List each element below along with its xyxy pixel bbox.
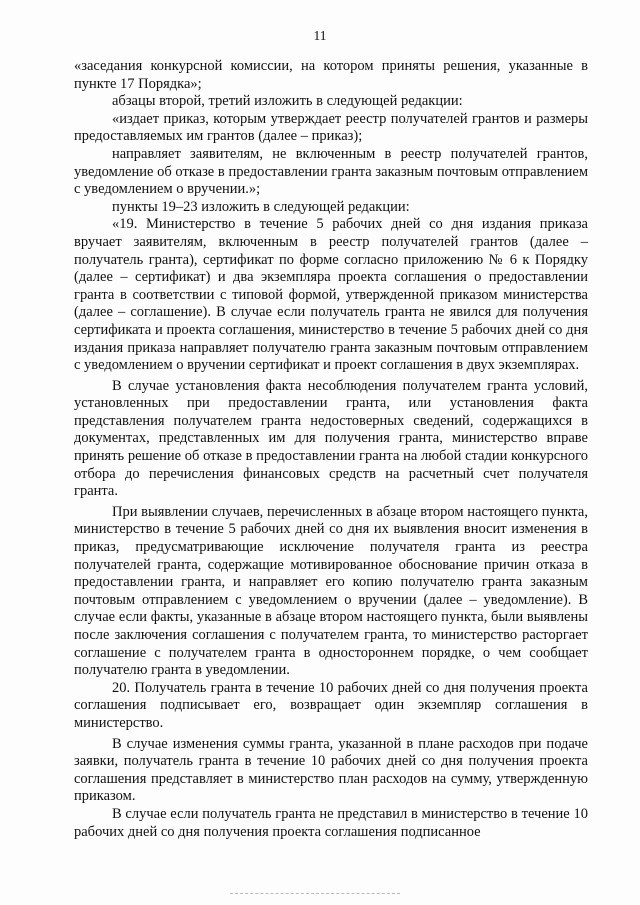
scan-artifact-line	[230, 893, 400, 895]
paragraph: направляет заявителям, не включенным в реестр получателей грантов, уведомление об отказе в предоставлении гранта заказным почтовым отправлением с уведомлением о вручении.»;	[74, 145, 588, 198]
paragraph: «заседания конкурсной комиссии, на котором приняты решения, указанные в пункте 17 Порядка»;	[74, 58, 588, 92]
paragraph: При выявлении случаев, перечисленных в абзаце втором настоящего пункта, министерство в течение 5 рабочих дней со дня их выявления вносит изменения в приказ, предусматривающие исключение получателя гранта из реестра получателей гранта, содержащие мотивированное обоснование причин отказа в предоставлении гранта, и направляет его копию получателю гранта заказным почтовым отправлением с уведомлением о вручении (далее – уведомление). В случае если факты, указанные в абзаце втором настоящего пункта, были выявлены после заключения соглашения с получателем гранта, то министерство расторгает соглашение с получателем гранта в одностороннем порядке, о чем сообщает получателю гранта в уведомлении.	[74, 503, 588, 679]
paragraph: В случае установления факта несоблюдения получателем гранта условий, установленных при предоставлении гранта, или установления факта представления получателем гранта недостоверных сведений, содержащихся в документах, представленных им для получения гранта, министерство вправе принять решение об отказе в предоставлении гранта на любой стадии конкурсного отбора до перечисления финансовых средств на расчетный счет получателя гранта.	[74, 377, 588, 500]
paragraph: 20. Получатель гранта в течение 10 рабочих дней со дня получения проекта соглашения подписывает его, возвращает один экземпляр соглашения в министерство.	[74, 679, 588, 731]
paragraph: «19. Министерство в течение 5 рабочих дней со дня издания приказа вручает заявителям, включенным в реестр получателей грантов (далее – получатель гранта), сертификат по форме согласно приложению № 6 к Порядку (далее – сертификат) и два экземпляра проекта соглашения о предоставлении гранта в соответствии с типовой формой, утвержденной приказом министерства (далее – соглашение). В случае если получатель гранта не явился для получения сертификата и проекта соглашения, министерство в течение 5 рабочих дней со дня издания приказа направляет получателю гранта заказным почтовым отправлением с уведомлением о вручении сертификат и проект соглашения в двух экземплярах.	[74, 216, 588, 374]
paragraph: В случае изменения суммы гранта, указанной в плане расходов при подаче заявки, получатель гранта в течение 10 рабочих дней со дня получения проекта соглашения представляет в министерство план расходов на сумму, утвержденную приказом.	[74, 735, 588, 805]
paragraph: пункты 19–23 изложить в следующей редакции:	[112, 198, 410, 215]
paragraph: В случае если получатель гранта не представил в министерство в течение 10 рабочих дней со дня получения проекта соглашения подписанное	[74, 805, 588, 840]
paragraph: «издает приказ, которым утверждает реестр получателей грантов и размеры предоставляемых им грантов (далее – приказ);	[74, 110, 588, 145]
document-body	[74, 58, 588, 841]
paragraph: абзацы второй, третий изложить в следующей редакции:	[112, 93, 463, 110]
page-number: 11	[313, 28, 327, 43]
